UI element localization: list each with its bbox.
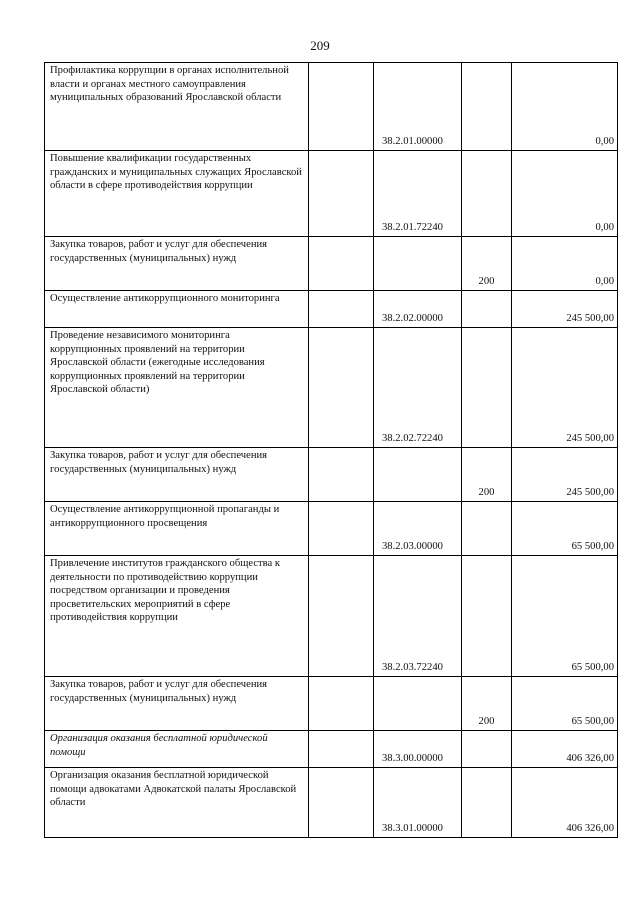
- row-amount: 406 326,00: [512, 768, 618, 838]
- row-amount: 245 500,00: [512, 328, 618, 448]
- row-amount: 245 500,00: [512, 448, 618, 502]
- row-amount: 65 500,00: [512, 502, 618, 556]
- table-row: [45, 291, 618, 328]
- row-type: [462, 291, 512, 328]
- row-code: [374, 237, 462, 291]
- table-row: [45, 237, 618, 291]
- row-name: Организация оказания бесплатной юридической помощи адвокатами Адвокатской палаты Ярославской области: [45, 768, 309, 838]
- row-name: Привлечение институтов гражданского общества к деятельности по противодействию коррупции посредством организации и проведения просветительских мероприятий в сфере противодействия коррупции: [45, 556, 309, 677]
- empty-cell: [309, 677, 374, 731]
- row-amount: 0,00: [512, 63, 618, 151]
- row-name: Организация оказания бесплатной юридической помощи: [45, 731, 309, 768]
- table-row: [45, 448, 618, 502]
- row-code: 38.3.01.00000: [374, 768, 462, 838]
- row-amount: 65 500,00: [512, 556, 618, 677]
- row-name: Профилактика коррупции в органах исполнительной власти и органах местного самоуправления муниципальных образований Ярославской области: [45, 63, 309, 151]
- row-code: 38.2.02.72240: [374, 328, 462, 448]
- row-code: 38.2.02.00000: [374, 291, 462, 328]
- table-row: [45, 63, 618, 151]
- row-type: 200: [462, 448, 512, 502]
- row-type: [462, 502, 512, 556]
- empty-cell: [309, 731, 374, 768]
- row-type: 200: [462, 677, 512, 731]
- row-name: Повышение квалификации государственных гражданских и муниципальных служащих Ярославской области в сфере противодействия коррупции: [45, 151, 309, 237]
- row-type: [462, 731, 512, 768]
- empty-cell: [309, 63, 374, 151]
- row-type: [462, 328, 512, 448]
- empty-cell: [309, 502, 374, 556]
- empty-cell: [309, 768, 374, 838]
- table-row: [45, 677, 618, 731]
- row-amount: 65 500,00: [512, 677, 618, 731]
- row-code: 38.2.01.72240: [374, 151, 462, 237]
- budget-table: [44, 62, 618, 838]
- empty-cell: [309, 328, 374, 448]
- row-type: 200: [462, 237, 512, 291]
- empty-cell: [309, 151, 374, 237]
- table-row: [45, 556, 618, 677]
- row-code: 38.2.03.00000: [374, 502, 462, 556]
- row-name: Проведение независимого мониторинга коррупционных проявлений на территории Ярославской области (ежегодные исследования коррупционных проявлений на территории Ярославской области): [45, 328, 309, 448]
- row-code: 38.2.01.00000: [374, 63, 462, 151]
- empty-cell: [309, 448, 374, 502]
- row-type: [462, 556, 512, 677]
- row-code: 38.2.03.72240: [374, 556, 462, 677]
- row-code: 38.3.00.00000: [374, 731, 462, 768]
- empty-cell: [309, 556, 374, 677]
- row-amount: 406 326,00: [512, 731, 618, 768]
- row-name: Закупка товаров, работ и услуг для обеспечения государственных (муниципальных) нужд: [45, 448, 309, 502]
- row-amount: 245 500,00: [512, 291, 618, 328]
- row-name: Закупка товаров, работ и услуг для обеспечения государственных (муниципальных) нужд: [45, 677, 309, 731]
- table-row: [45, 502, 618, 556]
- table-row: [45, 328, 618, 448]
- table-row: [45, 151, 618, 237]
- row-code: [374, 448, 462, 502]
- row-name: Закупка товаров, работ и услуг для обеспечения государственных (муниципальных) нужд: [45, 237, 309, 291]
- empty-cell: [309, 237, 374, 291]
- row-amount: 0,00: [512, 151, 618, 237]
- row-code: [374, 677, 462, 731]
- row-type: [462, 151, 512, 237]
- table-row: [45, 768, 618, 838]
- empty-cell: [309, 291, 374, 328]
- page-number: 209: [310, 38, 330, 53]
- row-amount: 0,00: [512, 237, 618, 291]
- row-name: Осуществление антикоррупционного мониторинга: [45, 291, 309, 328]
- row-type: [462, 768, 512, 838]
- row-name: Осуществление антикоррупционной пропаганды и антикоррупционного просвещения: [45, 502, 309, 556]
- table-row: [45, 731, 618, 768]
- row-type: [462, 63, 512, 151]
